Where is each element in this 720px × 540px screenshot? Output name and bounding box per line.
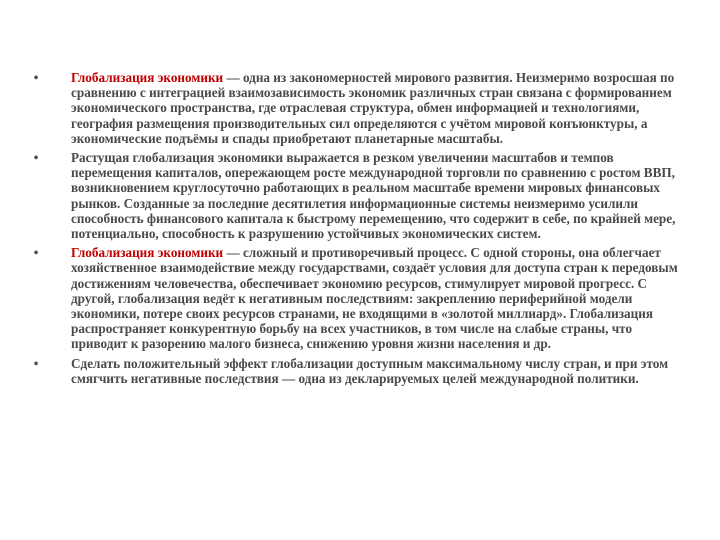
bullet-dot-icon: • bbox=[33, 355, 39, 371]
highlight-term: Глобализация экономики bbox=[71, 70, 224, 85]
highlight-term: Глобализация экономики bbox=[71, 245, 224, 261]
bullet-item-2 bbox=[30, 150, 690, 241]
bullet-text: — одна из закономерностей мирового развития. Неизмеримо возросшая по сравнению с интеграцией взаимозависимость экономик различных стран связана с формированием экономического пространства, где отраслевая структура, обмен информацией и технологиями, география размещения производительных сил определяются с учётом мировой конъюнктуры, а экономические подъёмы и спады приобретают планетарные масштабы. bbox=[71, 70, 675, 146]
bullet-dot-icon: • bbox=[33, 245, 39, 261]
bullet-text: Сделать положительный эффект глобализации доступным максимальному числу стран, и при этом смягчить негативные последствия — одна из декларируемых целей международной политики. bbox=[71, 355, 669, 386]
bullet-dot-icon: • bbox=[33, 150, 39, 166]
bullet-item-1 bbox=[30, 70, 690, 146]
bullet-dot-icon: • bbox=[33, 70, 39, 85]
bullet-text: Растущая глобализация экономики выражается в резком увеличении масштабов и темпов перемещения капиталов, опережающем росте международной торговли по сравнению с ростом ВВП, возникновением круглосуточно работающих в реальном масштабе времени мировых финансовых рынков. Созданные за последние десятилетия информационные системы неизмеримо усилили способность финансового капитала к быстрому перемещению, что содержит в себе, по крайней мере, потенциально, способность к разрушению устойчивых экономических систем. bbox=[71, 150, 676, 242]
bullet-item-3 bbox=[30, 245, 690, 351]
bullet-text: — сложный и противоречивый процесс. С одной стороны, она облегчает хозяйственное взаимодействие между государствами, создаёт условия для доступа стран к передовым достижениям человечества, обеспечивает экономию ресурсов, стимулирует мировой прогресс. С другой, глобализация ведёт к негативным последствиям: закреплению периферийной модели экономики, потере своих ресурсов странами, не входящими в «золотой миллиард». Глобализация распространяет конкурентную борьбу на всех участников, в том числе на слабые страны, что приводит к разорению малого бизнеса, снижению уровня жизни населения и др. bbox=[71, 245, 678, 352]
bullet-item-4 bbox=[30, 356, 690, 386]
bullet-list bbox=[30, 70, 690, 390]
